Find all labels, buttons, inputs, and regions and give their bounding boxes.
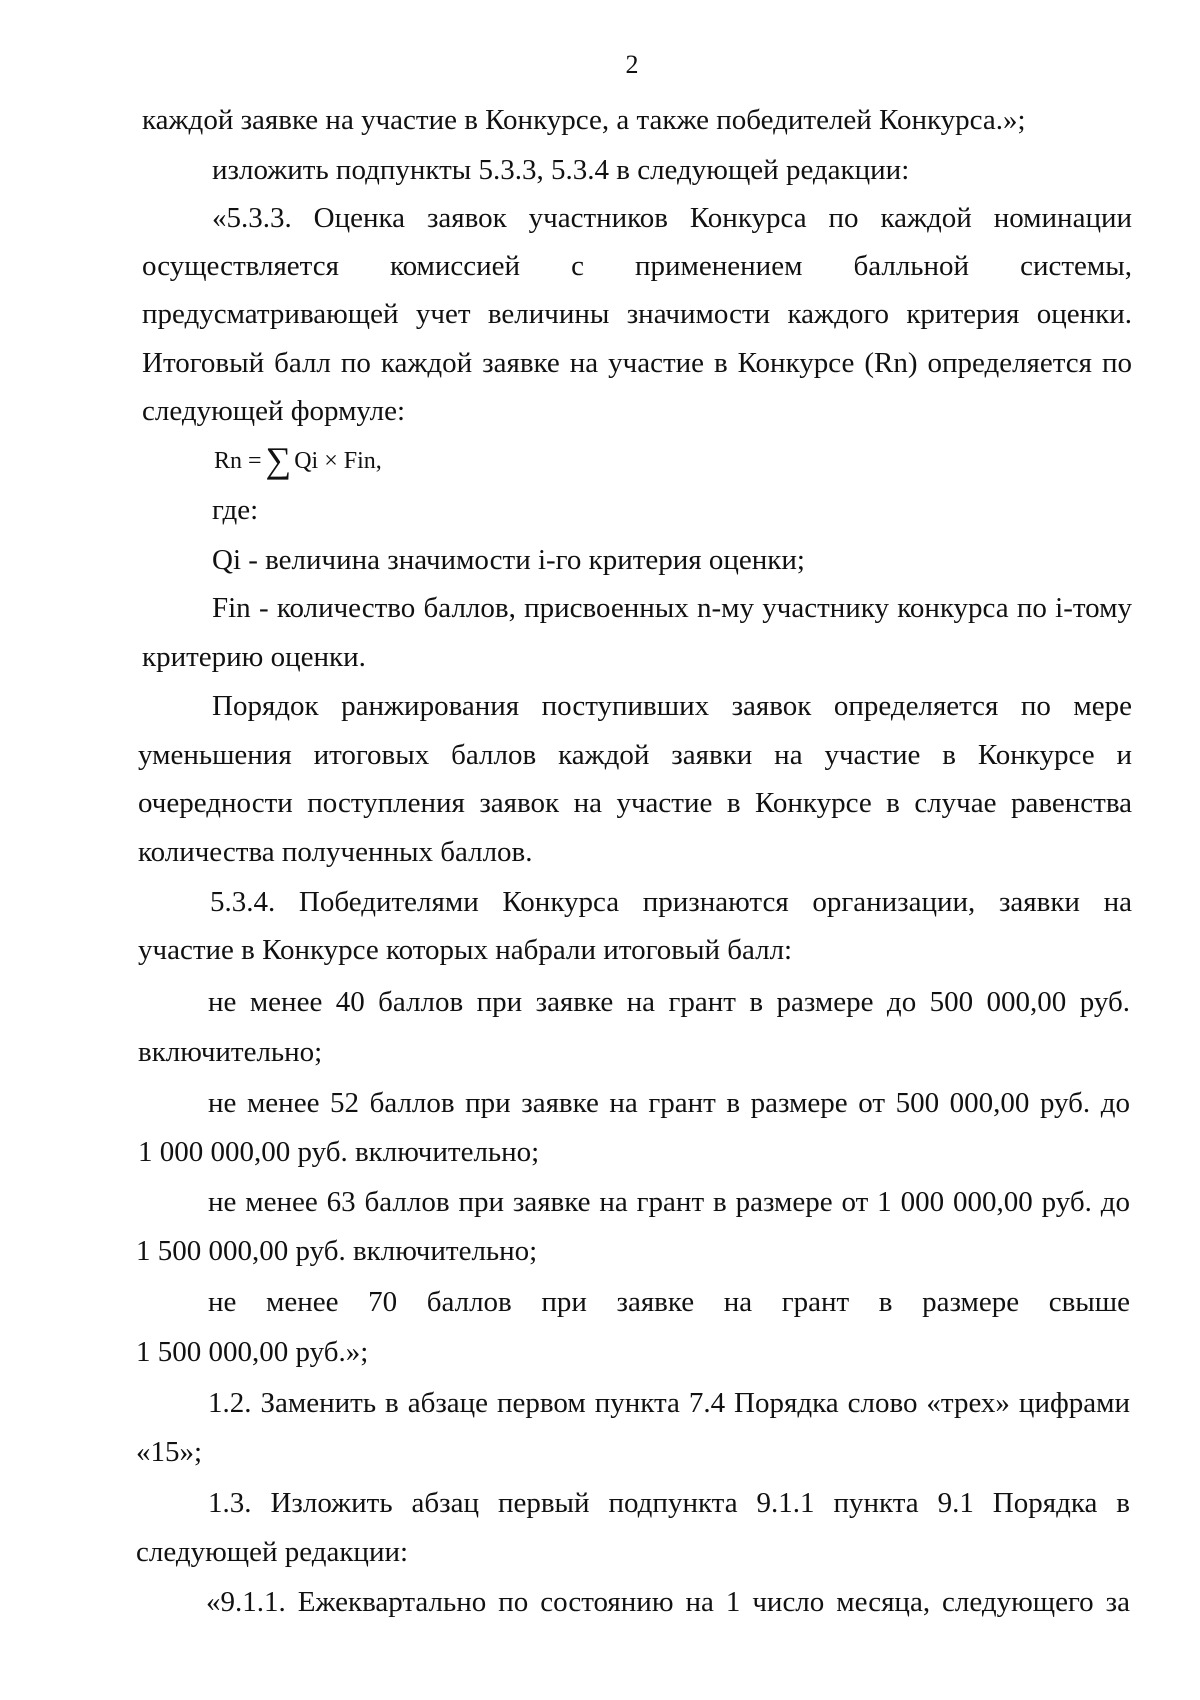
text-line: 1.3. Изложить абзац первый подпункта 9.1.1 пункта 9.1 Порядка в <box>208 1487 1130 1519</box>
text-line: 1 500 000,00 руб. включительно; <box>136 1235 538 1267</box>
text-line: предусматривающей учет величины значимости каждого критерия оценки. <box>142 298 1132 330</box>
text-line: не менее 63 баллов при заявке на грант в размере от 1 000 000,00 руб. до <box>208 1186 1130 1218</box>
formula <box>214 442 382 479</box>
text-line: 1 000 000,00 руб. включительно; <box>138 1136 540 1168</box>
text-line: включительно; <box>138 1036 323 1068</box>
text-line: следующей формуле: <box>142 395 406 427</box>
text-line: количества полученных баллов. <box>138 836 533 868</box>
text-line: 1.2. Заменить в абзаце первом пункта 7.4 Порядка слово «трех» цифрами <box>208 1387 1130 1419</box>
text-line: где: <box>212 494 259 526</box>
text-line: очередности поступления заявок на участие в Конкурсе в случае равенства <box>138 787 1132 819</box>
text-line: каждой заявке на участие в Конкурсе, а также победителей Конкурса.»; <box>142 104 1026 136</box>
text-line: 5.3.4. Победителями Конкурса признаются организации, заявки на <box>210 886 1132 918</box>
text-line: осуществляется комиссией с применением балльной системы, <box>142 250 1132 282</box>
sum-symbol: ∑ <box>265 440 292 480</box>
text-line: не менее 52 баллов при заявке на грант в размере от 500 000,00 руб. до <box>208 1087 1130 1119</box>
text-line: «9.1.1. Ежеквартально по состоянию на 1 число месяца, следующего за <box>206 1586 1130 1618</box>
text-line: Fin - количество баллов, присвоенных n-му участнику конкурса по i-тому <box>212 592 1132 624</box>
formula-tail: , <box>375 448 382 474</box>
text-line: не менее 70 баллов при заявке на грант в размере свыше <box>208 1286 1130 1318</box>
formula-lhs: Rn = <box>214 448 262 474</box>
text-line: участие в Конкурсе которых набрали итоговый балл: <box>138 934 793 966</box>
text-line: изложить подпункты 5.3.3, 5.3.4 в следующей редакции: <box>212 154 910 186</box>
page-number: 2 <box>625 50 639 79</box>
text-line: критерию оценки. <box>142 641 366 673</box>
text-line: Qi - величина значимости i-го критерия оценки; <box>212 544 805 576</box>
text-line: 1 500 000,00 руб.»; <box>136 1336 369 1368</box>
formula-rhs: Qi × Fin <box>294 448 376 474</box>
text-line: Итоговый балл по каждой заявке на участие в Конкурсе (Rn) определяется по <box>142 347 1132 379</box>
text-line: уменьшения итоговых баллов каждой заявки на участие в Конкурсе и <box>138 739 1132 771</box>
text-line: Порядок ранжирования поступивших заявок определяется по мере <box>212 690 1132 722</box>
text-line: «15»; <box>136 1436 203 1468</box>
text-line: следующей редакции: <box>136 1536 409 1568</box>
text-line: не менее 40 баллов при заявке на грант в размере до 500 000,00 руб. <box>208 986 1130 1018</box>
text-line: «5.3.3. Оценка заявок участников Конкурса по каждой номинации <box>212 202 1132 234</box>
